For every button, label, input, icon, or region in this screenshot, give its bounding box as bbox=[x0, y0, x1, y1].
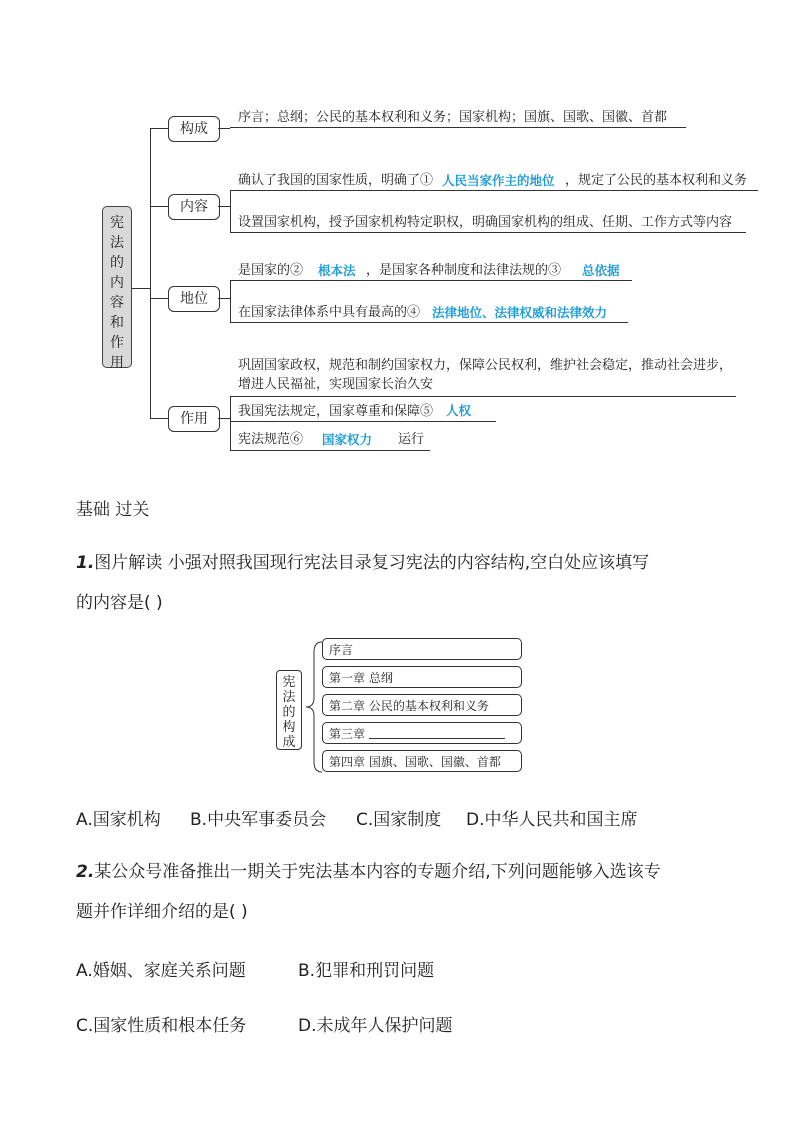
role-line4-a: 宪法规范⑥ bbox=[238, 432, 304, 447]
section-title: 基础 过关 bbox=[76, 500, 150, 520]
question-number: 2. bbox=[76, 862, 95, 882]
diagram-root-char: 宪 bbox=[282, 675, 296, 690]
underline bbox=[230, 232, 746, 233]
diagram-brace bbox=[302, 640, 324, 774]
option-c[interactable]: C.国家制度 bbox=[356, 810, 442, 830]
root-char: 宪 bbox=[110, 215, 124, 231]
connector bbox=[150, 298, 168, 299]
connector bbox=[150, 418, 168, 419]
underline bbox=[230, 127, 686, 128]
underline bbox=[230, 280, 632, 281]
content-line2: 设置国家机构，授予国家机构特定职权，明确国家机构的组成、任期、工作方式等内容 bbox=[238, 215, 733, 230]
root-char: 作 bbox=[110, 335, 124, 351]
diagram-root-char: 的 bbox=[282, 705, 296, 720]
option-d[interactable]: D.中华人民共和国主席 bbox=[466, 810, 638, 830]
connector bbox=[218, 418, 230, 419]
question-number: 1. bbox=[76, 553, 95, 573]
diagram-root-char: 成 bbox=[282, 735, 296, 750]
connector bbox=[150, 128, 151, 418]
underline bbox=[230, 322, 628, 323]
content-line1-b: ，规定了公民的基本权利和义务 bbox=[565, 173, 748, 188]
answer-6: 国家权力 bbox=[322, 432, 373, 447]
answer-4: 法律地位、法律权威和法律效力 bbox=[432, 305, 608, 320]
role-line1: 巩固国家政权，规范和制约国家权力，保障公民权利，维护社会稳定，推动社会进步， bbox=[238, 358, 733, 373]
diagram-item: 序言 bbox=[322, 638, 522, 660]
question-1-line1 bbox=[76, 546, 649, 580]
diagram-item: 第四章 国旗、国歌、国徽、首都 bbox=[322, 750, 522, 772]
root-char: 法 bbox=[110, 235, 124, 251]
root-char: 容 bbox=[110, 295, 124, 311]
mindmap-root bbox=[102, 206, 132, 371]
node-composition: 构成 bbox=[168, 116, 220, 142]
underline bbox=[230, 396, 736, 397]
question-text: 图片解读 小强对照我国现行宪法目录复习宪法的内容结构,空白处应该填写 bbox=[94, 553, 650, 573]
question-1-line2: 的内容是( ) bbox=[76, 593, 163, 613]
connector bbox=[230, 190, 231, 232]
root-char: 内 bbox=[110, 275, 124, 291]
role-line2: 增进人民福祉，实现国家长治久安 bbox=[238, 377, 434, 392]
connector bbox=[150, 128, 168, 129]
diagram-item: 第一章 总纲 bbox=[322, 666, 522, 688]
option-a[interactable]: A.国家机构 bbox=[76, 810, 161, 830]
answer-3: 总依据 bbox=[582, 263, 620, 278]
answer-2: 根本法 bbox=[318, 263, 356, 278]
status-line1-b: ，是国家各种制度和法律法规的③ bbox=[366, 263, 562, 278]
option-b[interactable]: B.犯罪和刑罚问题 bbox=[298, 961, 435, 981]
answer-5: 人权 bbox=[446, 403, 472, 418]
diagram-item-label: 第三章 bbox=[329, 727, 366, 741]
status-line1-a: 是国家的② bbox=[238, 263, 304, 278]
connector bbox=[218, 206, 230, 207]
node-status: 地位 bbox=[168, 286, 220, 312]
connector bbox=[230, 396, 231, 451]
option-c[interactable]: C.国家性质和根本任务 bbox=[76, 1016, 247, 1036]
root-char: 和 bbox=[110, 315, 124, 331]
question-2-line1 bbox=[76, 855, 661, 889]
diagram-item: 第二章 公民的基本权利和义务 bbox=[322, 694, 522, 716]
answer-1: 人民当家作主的地位 bbox=[442, 173, 555, 188]
diagram-item-blank bbox=[322, 722, 522, 744]
option-a[interactable]: A.婚姻、家庭关系问题 bbox=[76, 961, 246, 981]
node-content: 内容 bbox=[168, 194, 220, 220]
node-role: 作用 bbox=[168, 406, 220, 432]
option-b[interactable]: B.中央军事委员会 bbox=[190, 810, 327, 830]
role-line4-b: 运行 bbox=[398, 432, 425, 447]
connector bbox=[218, 298, 230, 299]
root-char: 用 bbox=[110, 355, 124, 371]
underline bbox=[230, 450, 430, 451]
content-line1-a: 确认了我国的国家性质，明确了① bbox=[238, 173, 434, 188]
diagram-root-char: 构 bbox=[282, 720, 296, 735]
connector bbox=[230, 280, 231, 322]
underline bbox=[230, 190, 758, 191]
connector bbox=[132, 288, 150, 289]
composition-text: 序言；总纲；公民的基本权利和义务；国家机构；国旗、国歌、国徽、首都 bbox=[238, 110, 668, 125]
blank-line bbox=[369, 738, 505, 739]
root-char: 的 bbox=[110, 255, 124, 271]
diagram-root-char: 法 bbox=[282, 690, 296, 705]
connector bbox=[150, 206, 168, 207]
question-2-line2: 题并作详细介绍的是( ) bbox=[76, 902, 248, 922]
role-line3-a: 我国宪法规定，国家尊重和保障⑤ bbox=[238, 404, 434, 419]
connector bbox=[218, 128, 230, 129]
diagram-root bbox=[276, 670, 302, 750]
status-line2-a: 在国家法律体系中具有最高的④ bbox=[238, 305, 421, 320]
option-d[interactable]: D.未成年人保护问题 bbox=[298, 1016, 453, 1036]
question-text: 某公众号准备推出一期关于宪法基本内容的专题介绍,下列问题能够入选该专 bbox=[94, 862, 661, 882]
underline bbox=[230, 421, 496, 422]
